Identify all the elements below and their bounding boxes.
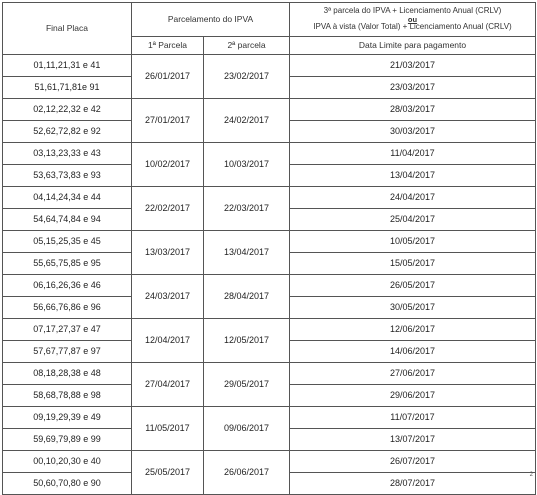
primeira-parcela-cell: 12/04/2017 <box>132 319 204 363</box>
final-placa-cell: 52,62,72,82 e 92 <box>3 121 132 143</box>
final-placa-cell: 57,67,77,87 e 97 <box>3 341 132 363</box>
final-placa-cell: 03,13,23,33 e 43 <box>3 143 132 165</box>
final-placa-cell: 01,11,21,31 e 41 <box>3 55 132 77</box>
final-placa-cell: 50,60,70,80 e 90 <box>3 473 132 495</box>
ipva-calendar-table <box>2 2 536 495</box>
primeira-parcela-cell: 10/02/2017 <box>132 143 204 187</box>
primeira-parcela-cell: 24/03/2017 <box>132 275 204 319</box>
data-limite-cell: 21/03/2017 <box>290 55 536 77</box>
data-limite-cell: 14/06/2017 <box>290 341 536 363</box>
data-limite-cell: 30/03/2017 <box>290 121 536 143</box>
segunda-parcela-cell: 09/06/2017 <box>204 407 290 451</box>
header-crlv-line2: IPVA à vista (Valor Total) + Licenciamento Anual (CRLV) <box>313 22 512 32</box>
data-limite-cell: 13/07/2017 <box>290 429 536 451</box>
final-placa-cell: 06,16,26,36 e 46 <box>3 275 132 297</box>
table-row <box>3 99 536 121</box>
segunda-parcela-cell: 13/04/2017 <box>204 231 290 275</box>
data-limite-cell: 23/03/2017 <box>290 77 536 99</box>
final-placa-cell: 53,63,73,83 e 93 <box>3 165 132 187</box>
header-crlv <box>290 3 536 37</box>
data-limite-cell: 11/07/2017 <box>290 407 536 429</box>
data-limite-cell: 12/06/2017 <box>290 319 536 341</box>
segunda-parcela-cell: 23/02/2017 <box>204 55 290 99</box>
final-placa-cell: 51,61,71,81e 91 <box>3 77 132 99</box>
data-limite-cell: 15/05/2017 <box>290 253 536 275</box>
final-placa-cell: 59,69,79,89 e 99 <box>3 429 132 451</box>
primeira-parcela-cell: 25/05/2017 <box>132 451 204 495</box>
final-placa-cell: 09,19,29,39 e 49 <box>3 407 132 429</box>
data-limite-cell: 24/04/2017 <box>290 187 536 209</box>
header-crlv-line1: 3ª parcela do IPVA + Licenciamento Anual (CRLV) <box>323 6 502 16</box>
data-limite-cell: 29/06/2017 <box>290 385 536 407</box>
final-placa-cell: 04,14,24,34 e 44 <box>3 187 132 209</box>
table-row <box>3 407 536 429</box>
final-placa-cell: 58,68,78,88 e 98 <box>3 385 132 407</box>
primeira-parcela-cell: 11/05/2017 <box>132 407 204 451</box>
segunda-parcela-cell: 10/03/2017 <box>204 143 290 187</box>
page-number: 2 <box>529 472 533 478</box>
data-limite-cell: 10/05/2017 <box>290 231 536 253</box>
header-primeira-parcela: 1ª Parcela <box>132 37 204 55</box>
header-row-main <box>3 3 536 37</box>
data-limite-cell: 28/03/2017 <box>290 99 536 121</box>
table-header <box>3 3 536 55</box>
data-limite-cell: 28/07/2017 <box>290 473 536 495</box>
segunda-parcela-cell: 28/04/2017 <box>204 275 290 319</box>
segunda-parcela-cell: 29/05/2017 <box>204 363 290 407</box>
segunda-parcela-cell: 24/02/2017 <box>204 99 290 143</box>
final-placa-cell: 08,18,28,38 e 48 <box>3 363 132 385</box>
final-placa-cell: 02,12,22,32 e 42 <box>3 99 132 121</box>
table-row <box>3 187 536 209</box>
header-data-limite: Data Limite para pagamento <box>290 37 536 55</box>
final-placa-cell: 07,17,27,37 e 47 <box>3 319 132 341</box>
primeira-parcela-cell: 26/01/2017 <box>132 55 204 99</box>
data-limite-cell: 30/05/2017 <box>290 297 536 319</box>
table-row <box>3 363 536 385</box>
header-final-placa: Final Placa <box>3 3 132 55</box>
table-body <box>3 55 536 495</box>
data-limite-cell: 25/04/2017 <box>290 209 536 231</box>
primeira-parcela-cell: 13/03/2017 <box>132 231 204 275</box>
table-row <box>3 143 536 165</box>
data-limite-cell: 11/04/2017 <box>290 143 536 165</box>
data-limite-cell: 26/07/2017 <box>290 451 536 473</box>
table-row <box>3 319 536 341</box>
segunda-parcela-cell: 26/06/2017 <box>204 451 290 495</box>
table-row <box>3 451 536 473</box>
header-segunda-parcela: 2ª parcela <box>204 37 290 55</box>
final-placa-cell: 00,10,20,30 e 40 <box>3 451 132 473</box>
primeira-parcela-cell: 22/02/2017 <box>132 187 204 231</box>
final-placa-cell: 05,15,25,35 e 45 <box>3 231 132 253</box>
primeira-parcela-cell: 27/04/2017 <box>132 363 204 407</box>
table-row <box>3 275 536 297</box>
segunda-parcela-cell: 22/03/2017 <box>204 187 290 231</box>
table-row <box>3 231 536 253</box>
data-limite-cell: 13/04/2017 <box>290 165 536 187</box>
final-placa-cell: 54,64,74,84 e 94 <box>3 209 132 231</box>
final-placa-cell: 56,66,76,86 e 96 <box>3 297 132 319</box>
header-crlv-ou: ou <box>407 14 418 24</box>
data-limite-cell: 26/05/2017 <box>290 275 536 297</box>
primeira-parcela-cell: 27/01/2017 <box>132 99 204 143</box>
table-row <box>3 55 536 77</box>
header-parcelamento: Parcelamento do IPVA <box>132 3 290 37</box>
segunda-parcela-cell: 12/05/2017 <box>204 319 290 363</box>
final-placa-cell: 55,65,75,85 e 95 <box>3 253 132 275</box>
data-limite-cell: 27/06/2017 <box>290 363 536 385</box>
